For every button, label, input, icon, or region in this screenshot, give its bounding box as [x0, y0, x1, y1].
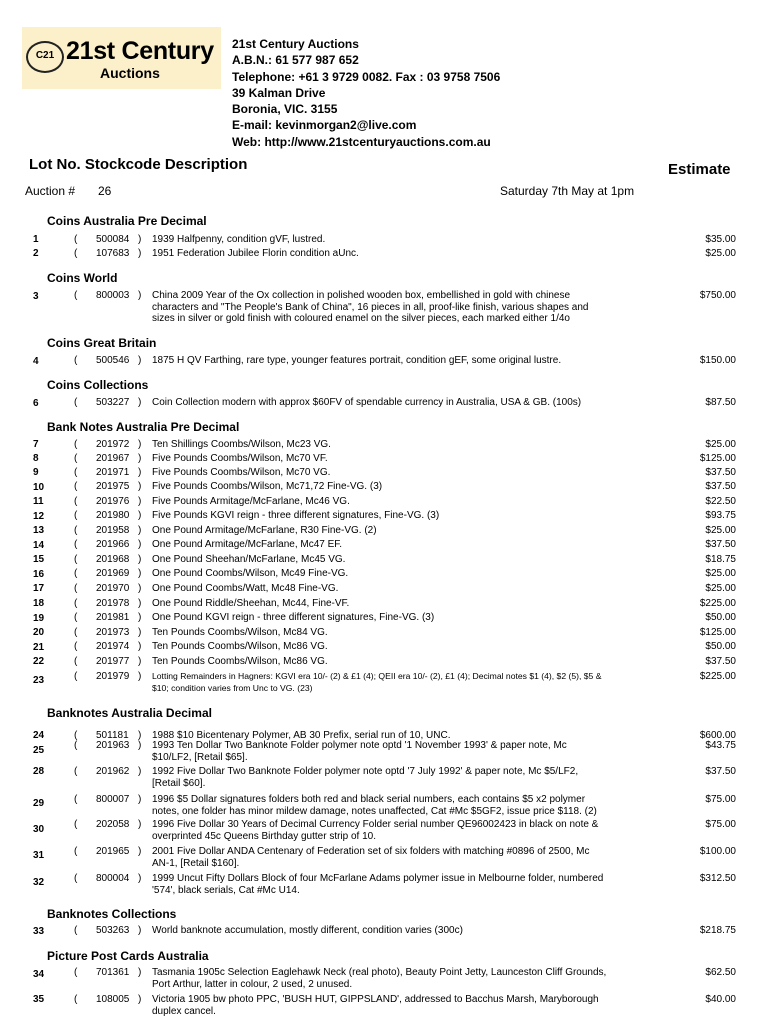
company-email[interactable]: E-mail: kevinmorgan2@live.com — [232, 118, 417, 133]
lot-estimate: $35.00 — [705, 234, 736, 245]
paren-close: ) — [138, 740, 142, 751]
stock-code: 503227 — [96, 397, 130, 408]
stock-code: 201966 — [96, 539, 130, 550]
stock-code: 201973 — [96, 627, 130, 638]
lot-description: Ten Shillings Coombs/Wilson, Mc23 VG. — [152, 439, 331, 450]
stock-code: 108005 — [96, 994, 130, 1005]
stock-code: 800007 — [96, 794, 130, 805]
paren-open: ( — [74, 612, 78, 623]
lot-description: Five Pounds Coombs/Wilson, Mc71,72 Fine-VG. (3) — [152, 481, 383, 492]
lot-estimate: $93.75 — [705, 510, 736, 521]
lot-estimate: $25.00 — [705, 583, 736, 594]
company-details — [232, 36, 500, 150]
paren-open: ( — [74, 290, 78, 301]
lot-description: 1996 Five Dollar 30 Years of Decimal Currency Folder serial number QE96002423 in black on note & overprinted 45c Queens Birthday gutter strip of 10. — [152, 819, 599, 842]
paren-close: ) — [138, 819, 142, 830]
auction-label: Auction # — [25, 184, 76, 198]
paren-close: ) — [138, 766, 142, 777]
paren-open: ( — [74, 510, 78, 521]
section-heading: Picture Post Cards Australia — [47, 949, 209, 963]
company-web[interactable]: Web: http://www.21stcenturyauctions.com.au — [232, 134, 491, 149]
paren-close: ) — [138, 967, 142, 978]
lot-description: Five Pounds Coombs/Wilson, Mc70 VF. — [152, 453, 328, 464]
lot-estimate: $218.75 — [699, 925, 736, 936]
lot-description: 1939 Halfpenny, condition gVF, lustred. — [152, 234, 326, 245]
lot-description: World banknote accumulation, mostly different, condition varies (300c) — [152, 925, 463, 936]
paren-open: ( — [74, 671, 78, 682]
lot-description: Lotting Remainders in Hagners: KGVI era 10/- (2) & £1 (4); QEII era 10/- (2), £1 (4); Decimal notes $1 (4), $2 (5), $5 & $10; condition varies from Unc to VG. (23) — [152, 671, 602, 693]
paren-close: ) — [138, 290, 142, 301]
lot-estimate: $37.50 — [705, 467, 736, 478]
logo-subtitle: Auctions — [100, 65, 160, 81]
lot-estimate: $25.00 — [705, 248, 736, 259]
paren-close: ) — [138, 568, 142, 579]
paren-close: ) — [138, 539, 142, 550]
lot-number: 21 — [33, 642, 45, 653]
lot-number: 8 — [33, 453, 39, 464]
paren-open: ( — [74, 994, 78, 1005]
paren-open: ( — [74, 656, 78, 667]
lot-number: 22 — [33, 656, 45, 667]
stock-code: 201969 — [96, 568, 130, 579]
lot-number: 14 — [33, 540, 45, 551]
lot-number: 9 — [33, 467, 39, 478]
paren-close: ) — [138, 248, 142, 259]
paren-open: ( — [74, 740, 78, 751]
lot-estimate: $75.00 — [705, 819, 736, 830]
section-heading: Banknotes Australia Decimal — [47, 706, 212, 720]
paren-close: ) — [138, 671, 142, 682]
lot-estimate: $125.00 — [699, 453, 736, 464]
lot-number: 35 — [33, 994, 45, 1005]
paren-open: ( — [74, 439, 78, 450]
paren-open: ( — [74, 467, 78, 478]
lot-number: 13 — [33, 525, 45, 536]
lot-number: 25 — [33, 745, 45, 756]
paren-open: ( — [74, 234, 78, 245]
paren-open: ( — [74, 598, 78, 609]
stock-code: 201967 — [96, 453, 130, 464]
lot-estimate: $37.50 — [705, 656, 736, 667]
paren-close: ) — [138, 641, 142, 652]
lot-number: 33 — [33, 926, 45, 937]
paren-open: ( — [74, 481, 78, 492]
lot-estimate: $40.00 — [705, 994, 736, 1005]
auction-date: Saturday 7th May at 1pm — [500, 184, 635, 198]
lot-estimate: $37.50 — [705, 766, 736, 777]
paren-close: ) — [138, 612, 142, 623]
lot-number: 11 — [33, 496, 44, 507]
lot-description: Coin Collection modern with approx $60FV of spendable currency in Australia, USA & GB. (100s) — [152, 397, 582, 408]
section-heading: Banknotes Collections — [47, 907, 177, 921]
stock-code: 202058 — [96, 819, 130, 830]
lot-description: 2001 Five Dollar ANDA Centenary of Federation set of six folders with matching #0896 of 2500, Mc AN-1, [Retail $160]. — [152, 846, 590, 869]
paren-open: ( — [74, 627, 78, 638]
company-street: 39 Kalman Drive — [232, 85, 326, 100]
paren-close: ) — [138, 656, 142, 667]
stock-code: 201958 — [96, 525, 130, 536]
stock-code: 201978 — [96, 598, 130, 609]
lot-number: 30 — [33, 824, 45, 835]
lot-estimate: $43.75 — [705, 740, 736, 751]
lot-number: 12 — [33, 511, 45, 522]
lot-description: Ten Pounds Coombs/Wilson, Mc86 VG. — [152, 656, 328, 667]
lot-number: 6 — [33, 398, 39, 409]
lot-number: 28 — [33, 766, 45, 777]
lot-number: 2 — [33, 248, 39, 259]
lot-number: 20 — [33, 627, 45, 638]
stock-code: 201963 — [96, 740, 130, 751]
stock-code: 201976 — [96, 496, 130, 507]
paren-open: ( — [74, 766, 78, 777]
company-logo — [22, 27, 221, 89]
section-heading: Coins Collections — [47, 378, 149, 392]
lot-estimate: $25.00 — [705, 439, 736, 450]
paren-close: ) — [138, 525, 142, 536]
stock-code: 201977 — [96, 656, 130, 667]
paren-open: ( — [74, 967, 78, 978]
lot-number: 19 — [33, 613, 45, 624]
paren-close: ) — [138, 481, 142, 492]
lot-description: Tasmania 1905c Selection Eaglehawk Neck (real photo), Beauty Point Jetty, Launceston Cliff Grounds, Port Arthur, latter in colour, 2 used, 2 unused. — [152, 967, 607, 990]
auction-number: 26 — [98, 184, 112, 198]
paren-open: ( — [74, 554, 78, 565]
stock-code: 201965 — [96, 846, 130, 857]
lot-estimate: $750.00 — [699, 290, 736, 301]
lot-description: Victoria 1905 bw photo PPC, 'BUSH HUT, GIPPSLAND', addressed to Bacchus Marsh, Maryborough duplex cancel. — [152, 994, 599, 1017]
paren-open: ( — [74, 525, 78, 536]
lot-description: 1996 $5 Dollar signatures folders both red and black serial numbers, each contains $5 x2 polymer notes, one folder has minor mildew damage, notes unaffected, Cat #Mc $5GF2, issue price $118. (2) — [152, 794, 597, 817]
lot-description: One Pound Riddle/Sheehan, Mc44, Fine-VF. — [152, 598, 350, 609]
paren-close: ) — [138, 439, 142, 450]
column-header-left: Lot No. Stockcode Description — [29, 156, 248, 173]
logo-seal-icon — [26, 41, 64, 73]
stock-code: 201980 — [96, 510, 130, 521]
stock-code: 501181 — [96, 730, 129, 741]
lot-number: 4 — [33, 356, 39, 367]
lot-estimate: $125.00 — [699, 627, 736, 638]
lot-description: One Pound Sheehan/McFarlane, Mc45 VG. — [152, 554, 346, 565]
lot-number: 16 — [33, 569, 45, 580]
paren-open: ( — [74, 248, 78, 259]
logo-name: 21st Century — [66, 37, 214, 65]
lot-description: Ten Pounds Coombs/Wilson, Mc84 VG. — [152, 627, 328, 638]
section-heading: Coins Great Britain — [47, 336, 157, 350]
lot-number: 31 — [33, 850, 45, 861]
paren-open: ( — [74, 496, 78, 507]
lot-number: 7 — [33, 439, 39, 450]
lot-number: 18 — [33, 598, 45, 609]
paren-close: ) — [138, 730, 142, 741]
paren-close: ) — [138, 994, 142, 1005]
stock-code: 107683 — [96, 248, 130, 259]
lot-description: 1992 Five Dollar Two Banknote Folder polymer note optd '7 July 1992' & paper note, Mc $5/LF2, [Retail $60]. — [152, 766, 579, 789]
company-abn: A.B.N.: 61 577 987 652 — [232, 53, 359, 68]
company-city: Boronia, VIC. 3155 — [232, 102, 338, 117]
stock-code: 201970 — [96, 583, 130, 594]
paren-close: ) — [138, 554, 142, 565]
lot-description: One Pound Coombs/Wilson, Mc49 Fine-VG. — [152, 568, 349, 579]
stock-code: 201971 — [96, 467, 130, 478]
lot-description: One Pound Armitage/McFarlane, Mc47 EF. — [152, 539, 343, 550]
stock-code: 701361 — [96, 967, 130, 978]
paren-close: ) — [138, 510, 142, 521]
stock-code: 201975 — [96, 481, 130, 492]
lot-estimate: $50.00 — [705, 612, 736, 623]
logo-badge: C21 — [35, 50, 55, 61]
paren-open: ( — [74, 641, 78, 652]
lot-estimate: $225.00 — [699, 598, 736, 609]
paren-open: ( — [74, 873, 78, 884]
paren-close: ) — [138, 397, 142, 408]
paren-close: ) — [138, 355, 142, 366]
lot-description: Five Pounds KGVI reign - three different signatures, Fine-VG. (3) — [152, 510, 440, 521]
lot-description: 1988 $10 Bicentenary Polymer, AB 30 Prefix, serial run of 10, UNC. — [152, 730, 451, 741]
lot-description: 1999 Uncut Fifty Dollars Block of four McFarlane Adams polymer issue in Melbourne folder, numbered '574', black serials, Cat #Mc U14. — [152, 873, 604, 896]
paren-open: ( — [74, 397, 78, 408]
lot-description: 1875 H QV Farthing, rare type, younger features portrait, condition gEF, some original lustre. — [152, 355, 562, 366]
stock-code: 500084 — [96, 234, 130, 245]
stock-code: 201979 — [96, 671, 130, 682]
lot-description: One Pound KGVI reign - three different signatures, Fine-VG. (3) — [152, 612, 435, 623]
paren-close: ) — [138, 234, 142, 245]
paren-open: ( — [74, 846, 78, 857]
lot-estimate: $62.50 — [705, 967, 736, 978]
paren-open: ( — [74, 925, 78, 936]
paren-open: ( — [74, 539, 78, 550]
paren-close: ) — [138, 496, 142, 507]
lot-estimate: $22.50 — [705, 496, 736, 507]
paren-open: ( — [74, 355, 78, 366]
stock-code: 500546 — [96, 355, 130, 366]
paren-open: ( — [74, 794, 78, 805]
section-heading: Bank Notes Australia Pre Decimal — [47, 420, 240, 434]
lot-number: 32 — [33, 877, 45, 888]
lot-description: One Pound Coombs/Watt, Mc48 Fine-VG. — [152, 583, 339, 594]
paren-open: ( — [74, 453, 78, 464]
paren-open: ( — [74, 819, 78, 830]
lot-estimate: $18.75 — [705, 554, 736, 565]
paren-close: ) — [138, 583, 142, 594]
paren-close: ) — [138, 627, 142, 638]
stock-code: 201968 — [96, 554, 130, 565]
lot-description: Five Pounds Coombs/Wilson, Mc70 VG. — [152, 467, 331, 478]
stock-code: 201972 — [96, 439, 130, 450]
lot-estimate: $50.00 — [705, 641, 736, 652]
lot-number: 34 — [33, 969, 45, 980]
paren-close: ) — [138, 794, 142, 805]
column-header-estimate: Estimate — [668, 161, 731, 178]
lot-estimate: $37.50 — [705, 481, 736, 492]
lot-estimate: $25.00 — [705, 568, 736, 579]
lot-number: 3 — [33, 291, 39, 302]
lot-estimate: $600.00 — [699, 730, 736, 741]
paren-open: ( — [74, 568, 78, 579]
lot-estimate: $87.50 — [705, 397, 736, 408]
paren-close: ) — [138, 873, 142, 884]
paren-close: ) — [138, 925, 142, 936]
lot-estimate: $37.50 — [705, 539, 736, 550]
lot-number: 29 — [33, 798, 45, 809]
lot-description: 1951 Federation Jubilee Florin condition aUnc. — [152, 248, 359, 259]
paren-open: ( — [74, 583, 78, 594]
lot-number: 1 — [33, 234, 39, 245]
lot-number: 15 — [33, 554, 45, 565]
lot-estimate: $25.00 — [705, 525, 736, 536]
paren-close: ) — [138, 598, 142, 609]
stock-code: 201981 — [96, 612, 130, 623]
paren-close: ) — [138, 846, 142, 857]
lot-number: 24 — [33, 730, 45, 741]
lot-estimate: $225.00 — [699, 671, 736, 682]
lot-description: Ten Pounds Coombs/Wilson, Mc86 VG. — [152, 641, 328, 652]
lot-estimate: $100.00 — [699, 846, 736, 857]
paren-open: ( — [74, 730, 78, 741]
section-heading: Coins Australia Pre Decimal — [47, 214, 207, 228]
lot-estimate: $150.00 — [699, 355, 736, 366]
lot-description: One Pound Armitage/McFarlane, R30 Fine-VG. (2) — [152, 525, 377, 536]
lot-description: Five Pounds Armitage/McFarlane, Mc46 VG. — [152, 496, 350, 507]
lot-number: 17 — [33, 583, 45, 594]
stock-code: 503263 — [96, 925, 130, 936]
lot-estimate: $312.50 — [699, 873, 736, 884]
lot-description: 1993 Ten Dollar Two Banknote Folder polymer note optd '1 November 1993' & paper note, Mc $10/LF2, [Retail $65]. — [152, 740, 567, 763]
stock-code: 800003 — [96, 290, 130, 301]
lot-number: 10 — [33, 482, 45, 493]
stock-code: 800004 — [96, 873, 130, 884]
lot-number: 23 — [33, 675, 45, 686]
company-phone: Telephone: +61 3 9729 0082. Fax : 03 9758 7506 — [232, 69, 501, 84]
stock-code: 201962 — [96, 766, 130, 777]
paren-close: ) — [138, 467, 142, 478]
lot-description: China 2009 Year of the Ox collection in polished wooden box, embellished in gold with chinese characters and "The People's Bank of China", 16 pieces in all, proof-like finish, various shapes and sizes in silver or gold finish with coloured enamel on the silver pieces, each marked either 1/4o — [152, 290, 589, 324]
section-heading: Coins World — [47, 271, 118, 285]
paren-close: ) — [138, 453, 142, 464]
stock-code: 201974 — [96, 641, 130, 652]
company-name: 21st Century Auctions — [232, 37, 359, 51]
lot-estimate: $75.00 — [705, 794, 736, 805]
